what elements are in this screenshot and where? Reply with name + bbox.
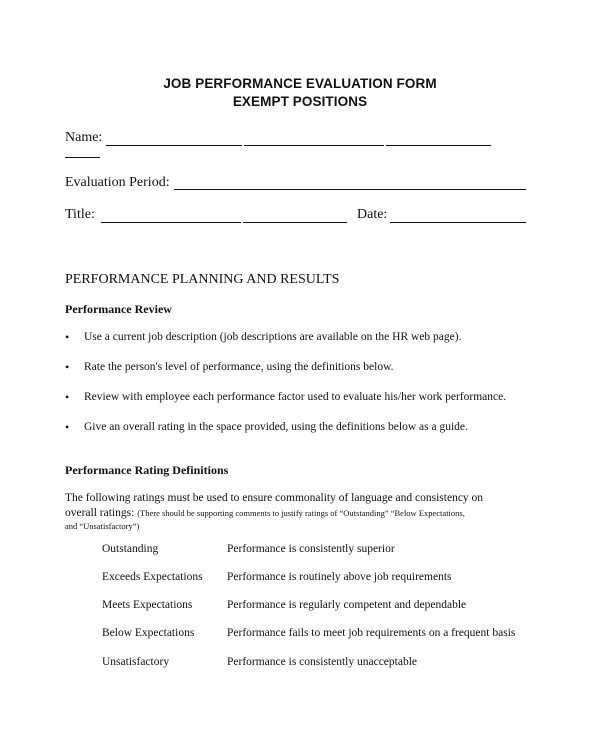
name-field-line-3[interactable] — [386, 145, 491, 146]
rating-definition: Performance fails to meet job requirements on a frequent basis — [227, 627, 516, 639]
list-item-text: Review with employee each performance factor used to evaluate his/her work performance. — [84, 391, 507, 403]
evaluation-period-label: Evaluation Period: — [65, 175, 170, 190]
date-label: Date: — [357, 207, 388, 222]
bullet-icon: • — [65, 390, 70, 404]
ratings-intro-note-line-3: and “Unsatisfactory”) — [65, 521, 140, 531]
list-item-text: Give an overall rating in the space provided, using the definitions below as a guide. — [84, 421, 468, 433]
name-field-line-2[interactable] — [244, 145, 384, 146]
rating-term: Below Expectations — [102, 627, 195, 639]
rating-term: Unsatisfactory — [102, 656, 170, 668]
performance-review-heading: Performance Review — [65, 302, 172, 316]
ratings-intro-main: overall ratings: — [65, 507, 135, 519]
title-label: Title: — [65, 207, 95, 222]
rating-term: Meets Expectations — [102, 599, 193, 611]
ratings-intro-note: (There should be supporting comments to justify ratings of “Outstanding” “Below Expectations, — [137, 508, 465, 518]
ratings-intro-line-1: The following ratings must be used to ensure commonality of language and consistency on — [65, 492, 484, 504]
rating-definitions-heading: Performance Rating Definitions — [65, 463, 229, 477]
evaluation-period-field-line[interactable] — [174, 189, 526, 190]
rating-definition: Performance is consistently superior — [227, 543, 395, 555]
rating-term: Exceeds Expectations — [102, 571, 203, 583]
list-item-text: Use a current job description (job descriptions are available on the HR web page). — [84, 331, 462, 343]
ratings-intro-line-2 — [65, 507, 465, 519]
bullet-icon: • — [65, 330, 70, 344]
form-subtitle: EXEMPT POSITIONS — [232, 94, 368, 109]
rating-definition: Performance is regularly competent and dependable — [227, 599, 467, 611]
bullet-icon: • — [65, 420, 70, 434]
rating-definition: Performance is consistently unacceptable — [227, 656, 417, 668]
rating-definition: Performance is routinely above job requirements — [227, 571, 452, 583]
title-field-line-2[interactable] — [243, 222, 347, 223]
form-title: JOB PERFORMANCE EVALUATION FORM — [163, 76, 437, 91]
rating-term: Outstanding — [102, 543, 159, 555]
bullet-icon: • — [65, 360, 70, 374]
name-label: Name: — [65, 130, 103, 145]
title-field-line-1[interactable] — [101, 222, 241, 223]
list-item-text: Rate the person's level of performance, using the definitions below. — [84, 361, 394, 373]
name-field-line-4[interactable] — [65, 157, 100, 158]
section-heading: PERFORMANCE PLANNING AND RESULTS — [65, 272, 340, 287]
name-field-line-1[interactable] — [106, 145, 242, 146]
date-field-line[interactable] — [390, 222, 526, 223]
